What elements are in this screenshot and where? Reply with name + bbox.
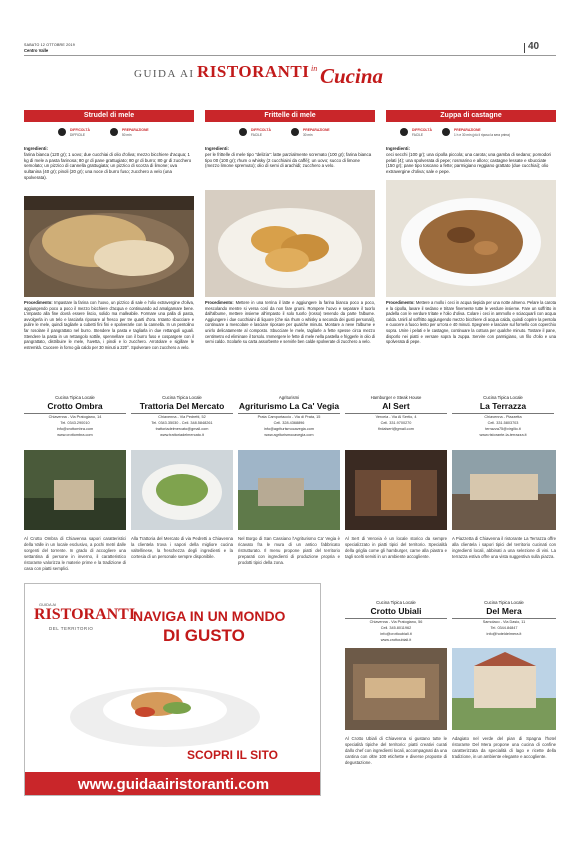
restaurant-web[interactable]: www.agriturismocavegia.com	[264, 433, 314, 437]
crotto-ombra-description: Al Crotto Ombra di Chiavenna sapori caratteristici della Valle in un locale esclusivo, a pochi metri dalle sorgenti del torrente. In grado di accogliere una settantina di persone in inverno, il caratteristico ristorante valorizza le materie prime e la tradizione di casa con piatti semplici.	[24, 536, 126, 571]
difficulty-value: FACILE	[251, 133, 262, 137]
chef-hat-icon	[239, 128, 247, 136]
clock-icon	[291, 128, 299, 136]
ingredients-text: per le frittelle di mele tipo "delizia": latte parzialmente scremato (100 gr); farina bianca tipo 00 (100 gr); rhum o whisky (2 cucchiaini da caffè); un uovo; succo di limone (mezzo limone spremuto); olio di semi di arachidi; zucchero a velo.	[205, 151, 372, 169]
restaurant-email[interactable]: trattoriadelmercato@gmail.com	[155, 427, 209, 431]
ingredients-heading: Ingredienti:	[24, 146, 48, 151]
restaurant-phone: Tel. 0344.84847	[490, 626, 518, 630]
crotto-ubiali-photo	[345, 648, 447, 730]
restaurant-name: Crotto Ubiali	[370, 606, 422, 616]
restaurant-divider	[24, 413, 126, 414]
restaurant-ca-vegia	[238, 395, 340, 438]
trattoria-mercato-description: Alla Trattoria del Mercato di via Pedretti a Chiavenna la clientela trova i sapori della migliore cucina valtellinese, la freschezza degli ingredienti e la cortesia di un personale sempre disponibile.	[131, 536, 233, 559]
del-mera-photo	[452, 648, 556, 730]
frittelle-photo	[205, 190, 375, 297]
restaurant-divider	[452, 413, 554, 414]
restaurant-email[interactable]: info@hoteldelmera.it	[486, 632, 522, 636]
prep-value: 1 h e 30 min (più il riposo la sera prima)	[454, 133, 510, 137]
restaurant-name: Agriturismo La Ca' Vegia	[238, 401, 340, 411]
procedure-text: Impastare la farina con l'uovo, un pizzico di sale e l'olio extravergine d'oliva, aggiungendo poco a poco il mezzo bicchiere d'acqua e continuando ad amalgamare bene. L'impasto alla fine dovrà essere liscio, solido ma malleabile. Formare una palla di pasta, avvolgerla in un telo e lasciarla riposare al fresco per tre quarti d'ora. Intanto sbucciare e pulire le mele, quindi tagliarle a cubetti fini fini e spolverarle con la cannella. In un pentolino far rosolare il pangrattato nel burro. Stendere la pasta e tagliarla in due rettangoli uguali. Stendere la pasta in un rettangolo sottile, spennellare con il burro fuso e cospargere con il pangrattato, distribuire le mele, l'uvetta, i pinoli e lo zucchero. Arrotolare e sigillare le estremità. Cuocere in forno già caldo per 30 minuti a 220°. Spolverare con zucchero a velo.	[24, 300, 194, 350]
restaurant-name: La Terrazza	[479, 401, 527, 411]
chef-hat-icon	[400, 128, 408, 136]
restaurant-email[interactable]: info@agriturismocavegia.com	[263, 427, 315, 431]
restaurant-divider	[452, 618, 556, 619]
restaurant-address: Chiavenna - Piazzetta	[484, 415, 522, 419]
restaurant-address: Chiavenna - Via Pratogiano, 56	[369, 620, 423, 624]
recipe-meta	[24, 122, 194, 144]
restaurant-divider	[131, 413, 233, 414]
procedure-text: Mettere a mollo i ceci in acqua tiepida per una notte almeno. Pelare la carota e la cipolla, lavare il sedano e tritare finemente tutte le verdure insieme. Fare un soffritto in padella con le verdure tritate e l'olio d'oliva. Colare i ceci in ammollo e sciacquarli con acqua calda. Unirli al soffritto aggiungendo mezzo bicchiere di acqua calda, quindi coprire la pentola e cuocere a fuoco lento per un'ora e 40 minuti. Spegnere e lasciare sul fornello con coperchio sopra. Unire i pelati e le castagne, continuare la cottura per qualche minuto. Tostare il pane, disporlo nei piatti e versare sopra la zuppa. Servire con parmigiano, un filo d'olio e una spolverata di pepe.	[386, 300, 556, 345]
restaurant-web[interactable]: www.trattoriadelmercato.it	[160, 433, 204, 437]
restaurant-divider	[345, 413, 447, 414]
prep-value: 50 min	[122, 133, 132, 137]
restaurant-phone: Cell. 331.9700270	[380, 421, 412, 425]
prep-label: PREPARAZIONE	[303, 128, 330, 132]
banner-in-text: in	[311, 64, 318, 73]
ad-dish-image	[65, 662, 265, 752]
difficulty-value: DIFFICILE	[70, 133, 86, 137]
difficulty-label: DIFFICOLTÀ	[412, 128, 432, 132]
restaurant-email[interactable]: firdalsert@gmail.com	[378, 427, 414, 431]
restaurant-category: Cucina Tipica Locale	[484, 600, 524, 605]
restaurant-web[interactable]: www.ristorante-la-terrazza.it	[479, 433, 527, 437]
zuppa-photo	[386, 180, 556, 297]
ca-vegia-description: Nel Borgo di San Cassiano l'Agriturismo Ca' Vegia è ricavato fra le mura di un antico fabbricato ristrutturato. Il menu propone piatti del territorio preparati con ingredienti di produzione propria e prodotti tipici della zona.	[238, 536, 340, 565]
restaurant-email[interactable]: info@crottombra.com	[56, 427, 94, 431]
al-sert-description: Al Sert di Verceia è un locale storico da sempre specializzato in piatti tipici del territorio. Specialità della griglia come gli hamburger, carne alla piastra e tagli scelti serviti in un ambiente accogliente.	[345, 536, 447, 559]
recipe-ingredients	[205, 146, 375, 169]
restaurant-address: Chiavenna - Via Pratogiano, 14	[48, 415, 102, 419]
restaurant-web[interactable]: www.crottoubiali.it	[380, 638, 412, 642]
chef-hat-icon	[58, 128, 66, 136]
prep-value: 30 min	[303, 133, 313, 137]
guida-ristoranti-ad[interactable]	[24, 583, 321, 796]
restaurant-la-terrazza	[452, 395, 554, 438]
header-rule	[24, 55, 556, 56]
procedure-text: Mettere in una terrina il latte e aggiungere la farina bianca poco a poco, mescolando mentre si versa così da non fare grumi. Rompere l'uovo e separare il tuorlo dall'albume, mettere insieme all'impasto il solo tuorlo (rosso) tenendo da parte l'albume. Aggiungere i due cucchiaini di liquore (che sia rhum o whisky a seconda dei gusti personali), continuare a mescolare e lasciare riposare per qualche minuto. Montare a neve l'albume e unirlo delicatamente al composto. Sbucciare le mele, tagliarle a fette spesse circa mezzo centimetro ed eliminare il torsolo. Immergere le fette di mele nella pastella e friggerle in olio di semi caldo. Scolarle su carta assorbente e servirle ben calde spolverate di zucchero a velo.	[205, 300, 375, 345]
difficulty-label: DIFFICOLTÀ	[70, 128, 90, 132]
restaurant-al-sert	[345, 395, 447, 432]
restaurant-divider	[238, 413, 340, 414]
clock-icon	[442, 128, 450, 136]
restaurant-trattoria-mercato	[131, 395, 233, 438]
recipe-ingredients	[24, 146, 194, 181]
ingredients-text: farina bianca (120 gr); 1 uovo; due cucchiai di olio d'oliva; mezzo bicchiere d'acqua; 1 kg di mele a pasta farinosa; 80 gr di pane grattugiato; 80 gr di burro; 80 gr di zucchero semolato; un pizzico di cannella grattugiata; un pizzico di scorza di limone; uva sultanina (40 gr); pinoli (20 gr); una noce di burro fuso; zucchero a velo (una spolverata).	[24, 151, 192, 180]
ad-url-bar[interactable]: www.guidaairistoranti.com	[25, 772, 321, 796]
restaurant-phone: Tel. 0343.35030 - Cell. 348.5848261	[151, 421, 213, 425]
del-mera-description: Adagiato nel verde del pian di Spagna l'hotel ristorante Del Mera propone una cucina di confine caratterizzata da specialità di lago e ricette della tradizione, in un ambiente elegante e accogliente.	[452, 736, 556, 759]
banner-guida-text: GUIDA AI	[134, 68, 195, 80]
recipe-title: Zuppa di castagne	[386, 110, 556, 122]
ad-brand-logo: RISTORANTI	[34, 606, 136, 623]
recipe-frittelle	[205, 110, 375, 169]
restaurant-name: Del Mera	[486, 606, 522, 616]
restaurant-category: Cucina Tipica Locale	[162, 395, 202, 400]
restaurant-name: Crotto Ombra	[47, 401, 103, 411]
ad-brand-subtitle: DEL TERRITORIO	[49, 626, 94, 631]
banner-ristoranti-logo: RISTORANTI	[197, 62, 310, 81]
recipe-zuppa	[386, 110, 556, 175]
prep-label: PREPARAZIONE	[454, 128, 481, 132]
procedure-heading: Procedimento:	[24, 300, 53, 305]
procedure-heading: Procedimento:	[386, 300, 415, 305]
restaurant-phone: Cell. 331.5803703	[487, 421, 519, 425]
al-sert-photo	[345, 450, 447, 530]
recipe-meta	[386, 122, 556, 144]
restaurant-email[interactable]: terrazza75@virgilio.it	[485, 427, 521, 431]
procedure-heading: Procedimento:	[205, 300, 234, 305]
restaurant-address: Verceia - Via Al Sertio, 4	[375, 415, 417, 419]
recipe-title: Frittelle di mele	[205, 110, 375, 122]
recipe-strudel	[24, 110, 194, 181]
ad-headline-line2: DI GUSTO	[163, 626, 245, 645]
strudel-photo	[24, 196, 194, 297]
zuppa-procedure	[386, 300, 556, 345]
restaurant-del-mera	[452, 600, 556, 637]
restaurant-phone: Cell. 328.4368896	[273, 421, 305, 425]
ad-guida-small: GUIDA AI	[39, 602, 57, 607]
restaurant-name: Trattoria Del Mercato	[139, 401, 225, 411]
page-number: 40	[528, 41, 540, 52]
ingredients-heading: Ingredienti:	[386, 146, 410, 151]
recipe-meta	[205, 122, 375, 144]
prep-label: PREPARAZIONE	[122, 128, 149, 132]
page-number-separator	[524, 43, 525, 53]
la-terrazza-photo	[452, 450, 556, 530]
recipe-ingredients	[386, 146, 556, 175]
restaurant-category: Hamburger e Steak House	[370, 395, 422, 400]
ingredients-heading: Ingredienti:	[205, 146, 229, 151]
strudel-procedure	[24, 300, 194, 350]
banner-cucina-title: Cucina	[320, 64, 384, 88]
difficulty-label: DIFFICOLTÀ	[251, 128, 271, 132]
restaurant-divider	[345, 618, 447, 619]
restaurant-category: Cucina Tipica Locale	[483, 395, 523, 400]
publication-name: Centro Valle	[24, 48, 49, 53]
recipe-title: Strudel di mele	[24, 110, 194, 122]
difficulty-value: FACILE	[412, 133, 423, 137]
issue-date: SABATO 12 OTTOBRE 2019	[24, 43, 75, 47]
restaurant-category: Agriturismi	[278, 395, 300, 400]
clock-icon	[110, 128, 118, 136]
crotto-ubiali-description: Al Crotto Ubiali di Chiavenna si gustano tutte le specialità tipiche del territorio: piatti creativi curati dallo chef con ingredienti locali, accompagnati da una cantina con oltre 100 etichette e diverse proposte di degustazione.	[345, 736, 447, 765]
la-terrazza-description: A Piazzetta di Chiavenna il ristorante La Terrazza offre alla clientela i sapori tipici del territorio cucinati con ingredienti locali, abbinati a una selezione di vini. La terrazza estiva offre una vista suggestiva sulla piazza.	[452, 536, 556, 559]
ad-cta-text[interactable]: SCOPRI IL SITO	[187, 748, 278, 762]
crotto-ombra-photo	[24, 450, 126, 530]
restaurant-category: Cucina Tipica Locale	[376, 600, 416, 605]
frittelle-procedure	[205, 300, 375, 345]
restaurant-name: Al Sert	[382, 401, 410, 411]
restaurant-address: Prata Camportaccio - Via di Prata, 15	[257, 415, 321, 419]
restaurant-category: Cucina Tipica Locale	[55, 395, 95, 400]
restaurant-address: Samolaco - Via Dasio, 11	[482, 620, 526, 624]
restaurant-web[interactable]: www.crottombra.com	[57, 433, 93, 437]
ad-headline-line1: NAVIGA IN UN MONDO	[133, 608, 286, 624]
trattoria-mercato-photo	[131, 450, 233, 530]
restaurant-email[interactable]: info@crottoubiali.it	[380, 632, 412, 636]
restaurant-phone: Tel. 0343.290010	[60, 421, 90, 425]
restaurant-address: Chiavenna - Via Pedretti, 52	[158, 415, 206, 419]
restaurant-crotto-ombra	[24, 395, 126, 438]
restaurant-crotto-ubiali	[345, 600, 447, 643]
restaurant-phone: Cell. 345.8011962	[380, 626, 412, 630]
ingredients-text: ceci secchi (100 gr); una cipolla piccola; una carota; una gamba di sedano; pomodori pelati (4); una spolverata di pepe; rosmarino e alloro; castagne lessate e sbucciate (150 gr); pane tipo toscano a fette; parmigiano reggiano grattato (due cucchiai); olio extravergine d'oliva; sale e pepe.	[386, 151, 551, 175]
ca-vegia-photo	[238, 450, 340, 530]
